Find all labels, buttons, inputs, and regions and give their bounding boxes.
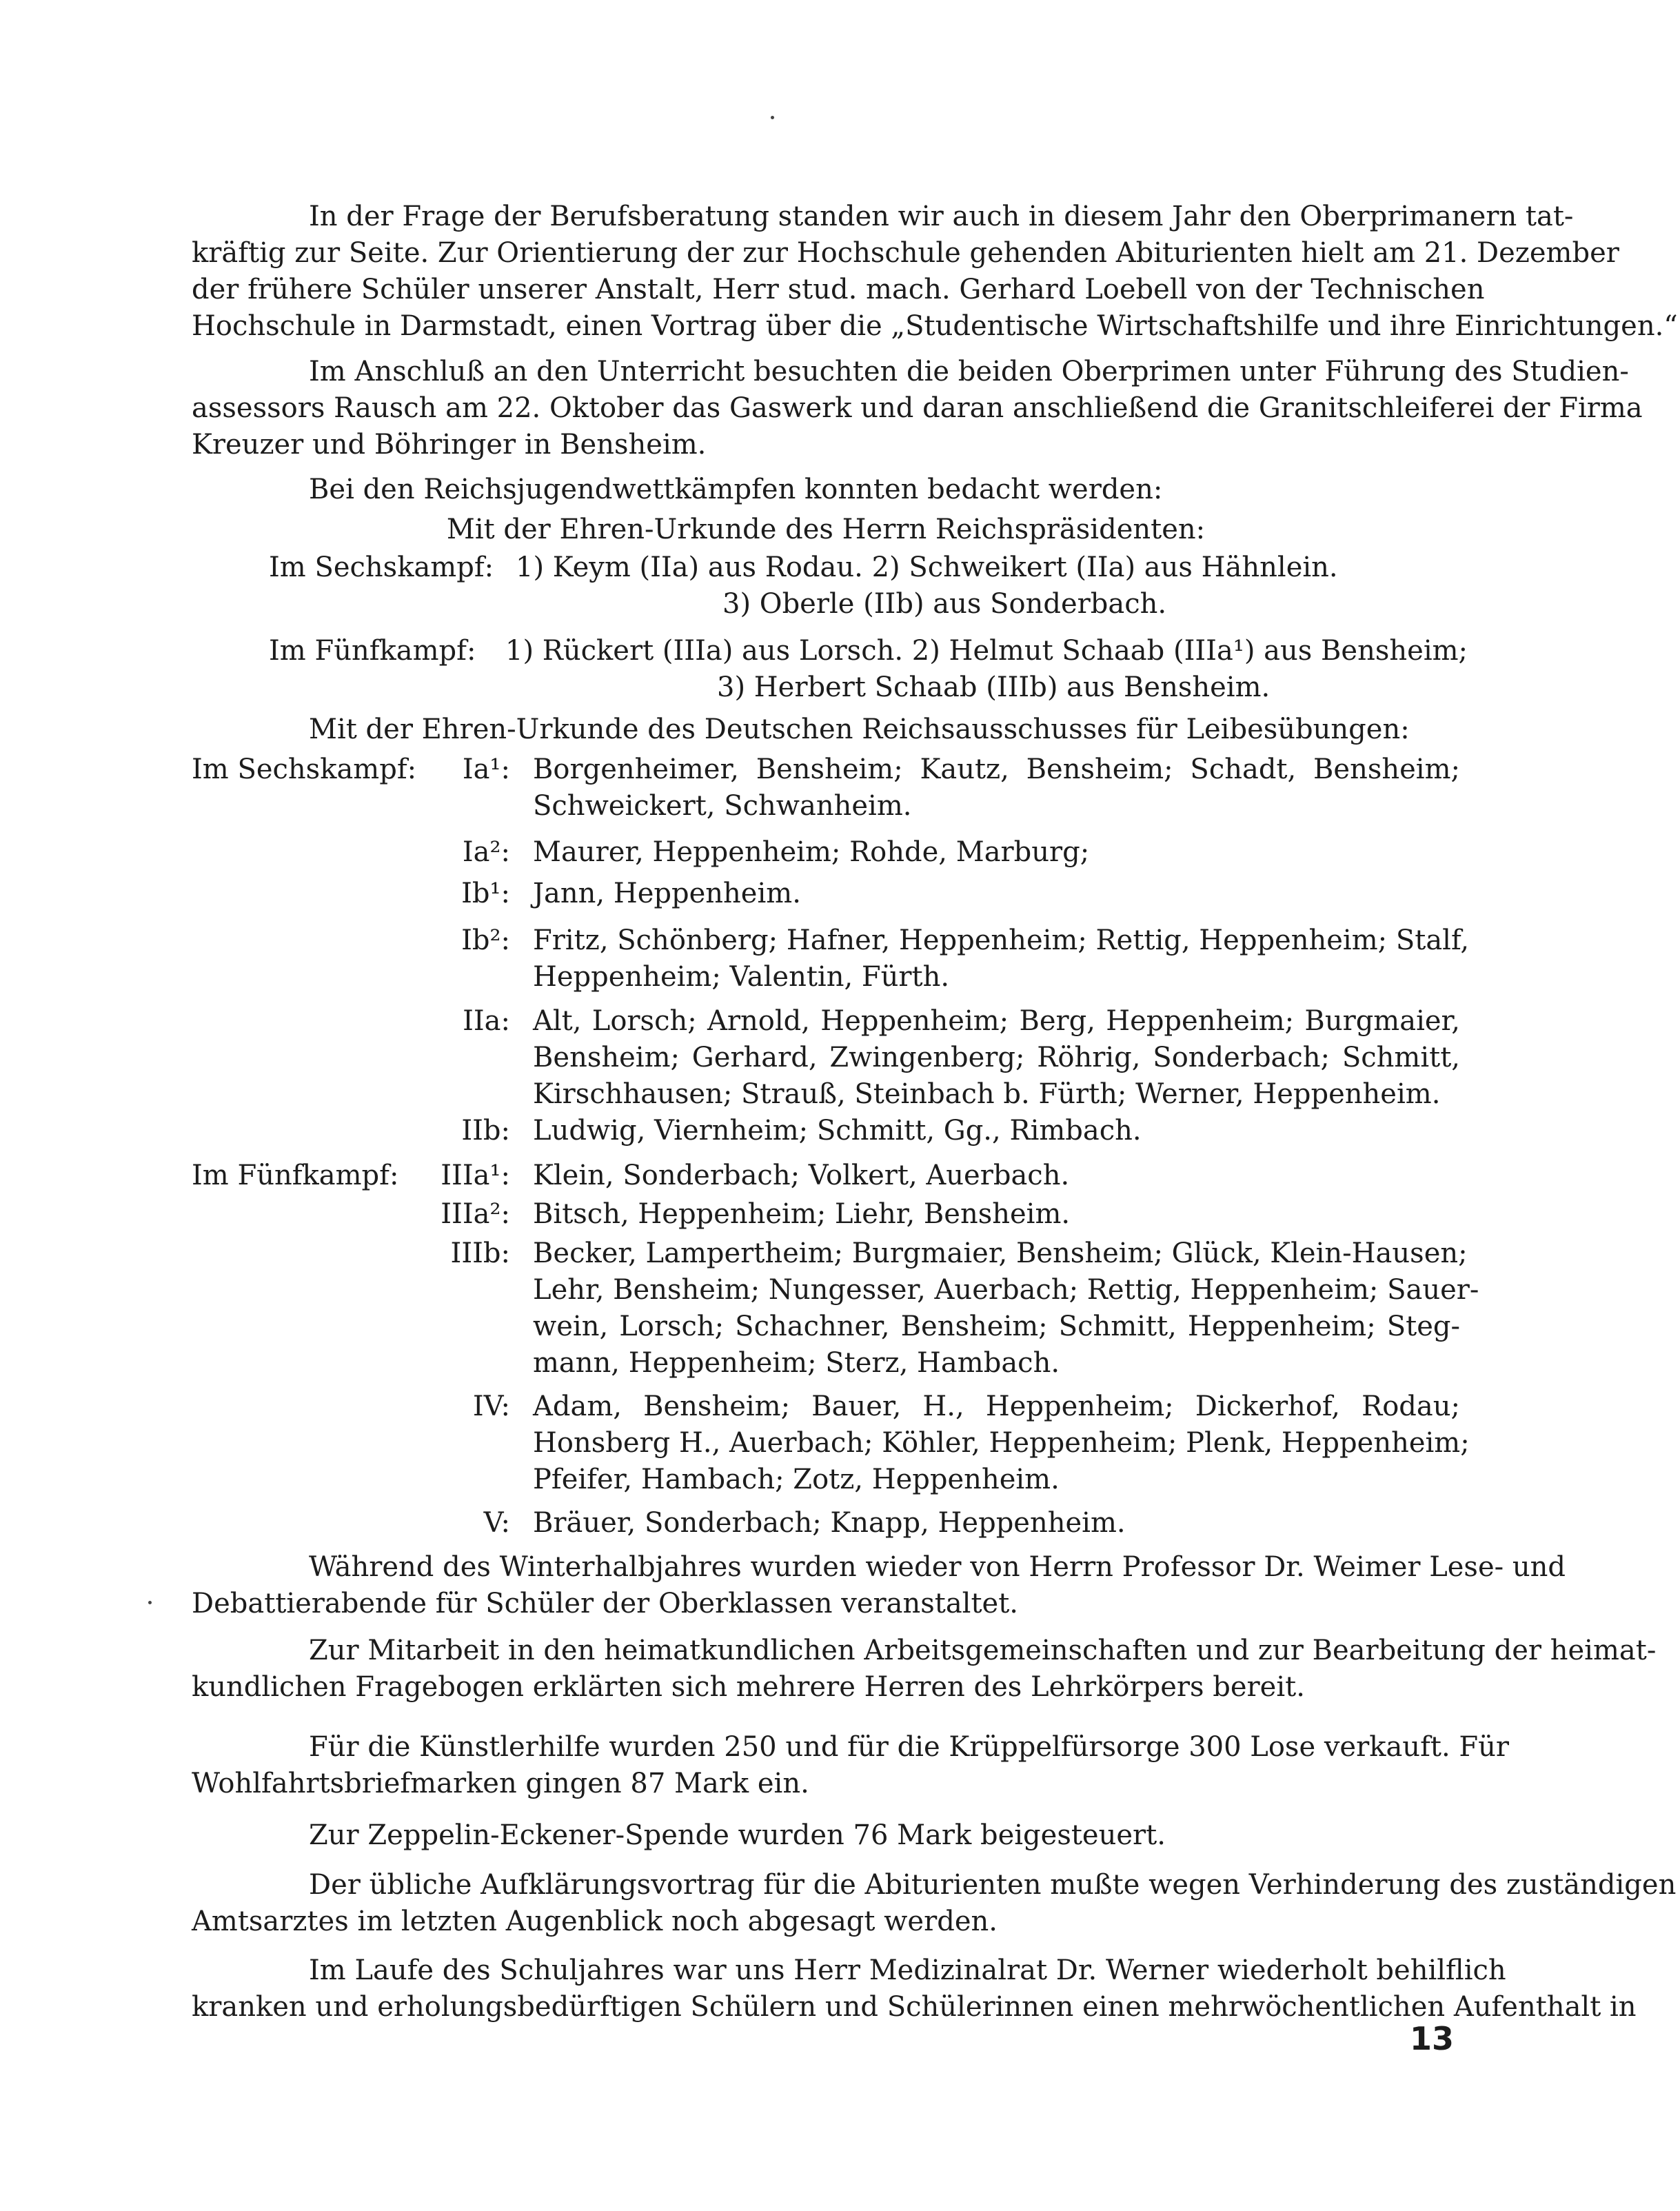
class-label: IIb: (461, 1115, 510, 1147)
class-entry-line: Schweickert, Schwanheim. (533, 790, 912, 822)
class-entry-line: Honsberg H., Auerbach; Köhler, Heppenheim; Plenk, Heppenheim; (533, 1427, 1470, 1459)
printing-speck (771, 116, 774, 119)
class-label: Ib¹: (461, 878, 510, 909)
class-entry-line: Alt, Lorsch; Arnold, Heppenheim; Berg, Heppenheim; Burgmaier, (533, 1005, 1460, 1037)
class-entry-line: mann, Heppenheim; Sterz, Hambach. (533, 1347, 1060, 1379)
sechskampf-label-1: Im Sechskampf: (269, 552, 494, 583)
paragraph-1-line-1: In der Frage der Berufsberatung standen wir auch in diesem Jahr den Oberprimanern tat- (309, 201, 1574, 232)
class-entry-line: Bensheim; Gerhard, Zwingenberg; Röhrig, Sonderbach; Schmitt, (533, 1042, 1460, 1073)
paragraph-8-line-1: Der übliche Aufklärungsvortrag für die Abiturienten mußte wegen Verhinderung des zuständigen (309, 1869, 1677, 1901)
class-entry-line: Lehr, Bensheim; Nungesser, Auerbach; Rettig, Heppenheim; Sauer- (533, 1274, 1479, 1306)
class-entry-line: wein, Lorsch; Schachner, Bensheim; Schmitt, Heppenheim; Steg- (533, 1311, 1460, 1342)
paragraph-5-line-1: Zur Mitarbeit in den heimatkundlichen Arbeitsgemeinschaften und zur Bearbeitung der heimat- (309, 1635, 1657, 1666)
class-label: Ib²: (461, 925, 510, 956)
paragraph-9-line-1: Im Laufe des Schuljahres war uns Herr Medizinalrat Dr. Werner wiederholt behilflich (309, 1955, 1506, 1986)
fuenfkampf-label-1: Im Fünfkampf: (269, 635, 476, 667)
class-entry-line: Adam, Bensheim; Bauer, H., Heppenheim; Dickerhof, Rodau; (533, 1391, 1460, 1422)
class-entry-line: Borgenheimer, Bensheim; Kautz, Bensheim; Schadt, Bensheim; (533, 754, 1460, 785)
sechskampf-label-2: Im Sechskampf: (192, 754, 417, 785)
fuenfkampf-winners-line-2: 3) Herbert Schaab (IIIb) aus Bensheim. (717, 672, 1271, 703)
class-entry-line: Jann, Heppenheim. (533, 878, 801, 909)
class-entry-line: Ludwig, Viernheim; Schmitt, Gg., Rimbach. (533, 1115, 1142, 1147)
paragraph-4-line-2: Debattierabende für Schüler der Oberklassen veranstaltet. (192, 1588, 1019, 1619)
class-label: IIIb: (450, 1238, 510, 1269)
paragraph-3: Bei den Reichsjugendwettkämpfen konnten bedacht werden: (309, 474, 1163, 505)
class-label: V: (483, 1507, 510, 1539)
class-label: IIa: (463, 1005, 510, 1037)
class-entry-line: Kirschhausen; Strauß, Steinbach b. Fürth; Werner, Heppenheim. (533, 1078, 1441, 1110)
paragraph-2-line-3: Kreuzer und Böhringer in Bensheim. (192, 429, 707, 461)
paragraph-1-line-3: der frühere Schüler unserer Anstalt, Herr stud. mach. Gerhard Loebell von der Technischen (192, 274, 1485, 305)
class-entry-line: Bräuer, Sonderbach; Knapp, Heppenheim. (533, 1507, 1126, 1539)
class-label: IIIa¹: (441, 1160, 510, 1191)
paragraph-9-line-2: kranken und erholungsbedürftigen Schülern und Schülerinnen einen mehrwöchentlichen Aufenthalt in (192, 1991, 1637, 2023)
class-entry-line: Klein, Sonderbach; Volkert, Auerbach. (533, 1160, 1070, 1191)
paragraph-6-line-2: Wohlfahrtsbriefmarken gingen 87 Mark ein. (192, 1768, 809, 1799)
award-heading-reichspraesident: Mit der Ehren-Urkunde des Herrn Reichspräsidenten: (446, 514, 1206, 545)
paragraph-1-line-2: kräftig zur Seite. Zur Orientierung der zur Hochschule gehenden Abiturienten hielt am 21. Dezember (192, 237, 1619, 269)
class-entry-line: Fritz, Schönberg; Hafner, Heppenheim; Rettig, Heppenheim; Stalf, (533, 925, 1470, 956)
class-label: Ia¹: (462, 754, 510, 785)
class-label: Ia²: (462, 836, 510, 868)
fuenfkampf-label-2: Im Fünfkampf: (192, 1160, 399, 1191)
paragraph-1-line-4: Hochschule in Darmstadt, einen Vortrag über die „Studentische Wirtschaftshilfe und ihre Einrichtungen.“ (192, 310, 1678, 342)
page-number: 13 (1410, 2020, 1455, 2057)
class-label: IIIa²: (441, 1198, 510, 1230)
paragraph-6-line-1: Für die Künstlerhilfe wurden 250 und für die Krüppelfürsorge 300 Lose verkauft. Für (309, 1731, 1510, 1763)
fuenfkampf-winners-line-1: 1) Rückert (IIIa) aus Lorsch. 2) Helmut Schaab (IIIa¹) aus Bensheim; (505, 635, 1468, 667)
paragraph-5-line-2: kundlichen Fragebogen erklärten sich mehrere Herren des Lehrkörpers bereit. (192, 1671, 1305, 1703)
paragraph-2-line-1: Im Anschluß an den Unterricht besuchten die beiden Oberprimen unter Führung des Studien- (309, 356, 1629, 387)
award-heading-reichsausschuss: Mit der Ehren-Urkunde des Deutschen Reichsausschusses für Leibesübungen: (309, 714, 1410, 745)
paragraph-7: Zur Zeppelin-Eckener-Spende wurden 76 Mark beigesteuert. (309, 1819, 1166, 1851)
sechskampf-winners-line-2: 3) Oberle (IIb) aus Sonderbach. (722, 588, 1167, 620)
printing-speck (148, 1601, 152, 1604)
class-entry-line: Heppenheim; Valentin, Fürth. (533, 961, 950, 993)
class-entry-line: Maurer, Heppenheim; Rohde, Marburg; (533, 836, 1090, 868)
class-entry-line: Bitsch, Heppenheim; Liehr, Bensheim. (533, 1198, 1071, 1230)
paragraph-8-line-2: Amtsarztes im letzten Augenblick noch abgesagt werden. (192, 1906, 998, 1937)
paragraph-2-line-2: assessors Rausch am 22. Oktober das Gaswerk und daran anschließend die Granitschleiferei der Firma (192, 392, 1643, 424)
class-label: IV: (472, 1391, 510, 1422)
sechskampf-winners-line-1: 1) Keym (IIa) aus Rodau. 2) Schweikert (IIa) aus Hähnlein. (516, 552, 1338, 583)
paragraph-4-line-1: Während des Winterhalbjahres wurden wieder von Herrn Professor Dr. Weimer Lese- und (309, 1551, 1566, 1583)
class-entry-line: Pfeifer, Hambach; Zotz, Heppenheim. (533, 1464, 1060, 1495)
class-entry-line: Becker, Lampertheim; Burgmaier, Bensheim; Glück, Klein-Hausen; (533, 1238, 1468, 1269)
